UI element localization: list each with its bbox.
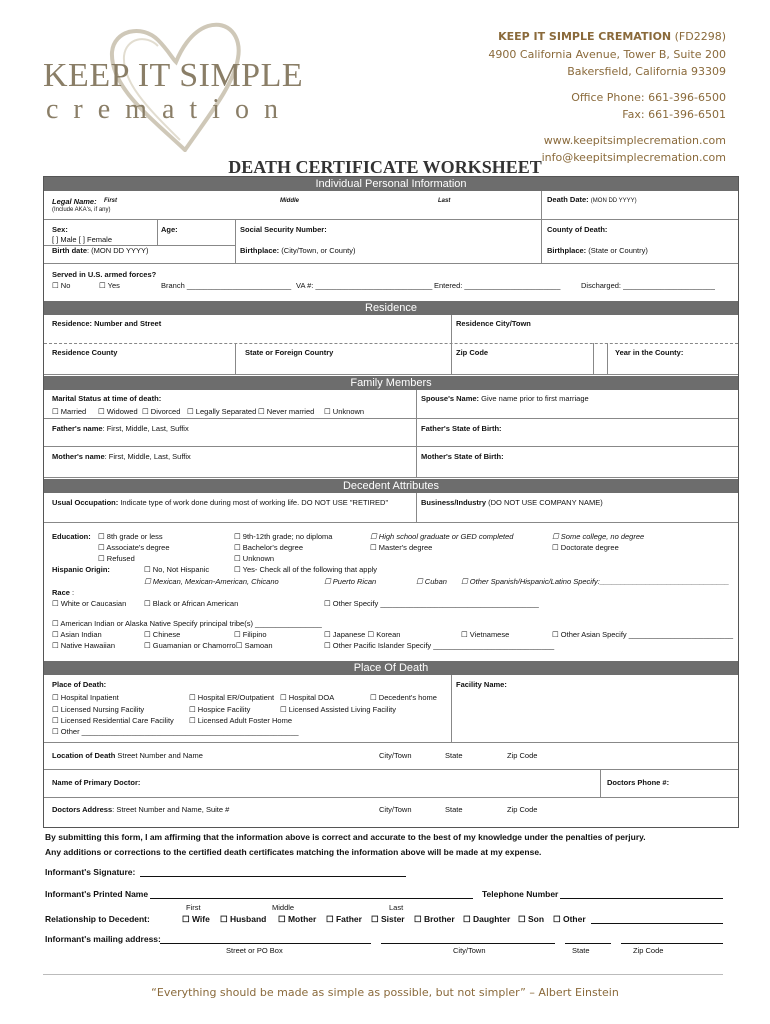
marital-never-checkbox[interactable]: ☐ Never married (258, 407, 315, 416)
mailing-street-caption: Street or PO Box (226, 946, 283, 955)
mother-name-label: Mother's name: First, Middle, Last, Suffix (52, 452, 191, 461)
race-other-asian-checkbox[interactable]: ☐ Other Asian Specify _________________________ (552, 630, 734, 639)
hispanic-mexican-checkbox[interactable]: ☐ Mexican, Mexican-American, Chicano (144, 577, 279, 586)
section-place-header: Place Of Death (44, 661, 738, 675)
doctor-address-label: Doctors Address: Street Number and Name, Suite # (52, 805, 230, 814)
place-adult-foster-checkbox[interactable]: ☐ Licensed Adult Foster Home (189, 716, 293, 725)
marital-widowed-checkbox[interactable]: ☐ Widowed (98, 407, 138, 416)
relation-father-checkbox[interactable]: ☐ Father (326, 914, 362, 924)
residence-state-label: State or Foreign Country (245, 348, 334, 357)
race-label: Race : (52, 588, 75, 597)
father-name-label: Father's name: First, Middle, Last, Suffix (52, 424, 189, 433)
marital-divorced-checkbox[interactable]: ☐ Divorced (142, 407, 181, 416)
signature-line[interactable] (140, 876, 406, 877)
informant-printed-name-label: Informant's Printed Name (45, 889, 149, 899)
edu-some-college-checkbox[interactable]: ☐ Some college, no degree (552, 532, 645, 541)
race-american-indian-checkbox[interactable]: ☐ American Indian or Alaska Native Specify principal tribe(s) ________________ (52, 619, 322, 628)
marital-status-label: Marital Status at time of death: (52, 394, 162, 403)
race-asian-indian-checkbox[interactable]: ☐ Asian Indian (52, 630, 102, 639)
edu-associate-checkbox[interactable]: ☐ Associate's degree (98, 543, 170, 552)
edu-unknown-checkbox[interactable]: ☐ Unknown (234, 554, 275, 563)
residence-city-label: Residence City/Town (456, 319, 531, 328)
birth-date-label: Birth date: (MON DD YYYY) (52, 246, 149, 255)
race-guamanian-samoan-checkbox[interactable]: ☐ Guamanian or Chamorro☐ Samoan (144, 641, 273, 650)
printed-last-caption: Last (389, 903, 404, 912)
doctor-state-label: State (445, 805, 463, 814)
sex-label: Sex: (52, 225, 68, 234)
place-of-death-label: Place of Death: (52, 680, 107, 689)
place-hospital-inpatient-checkbox[interactable]: ☐ Hospital Inpatient (52, 693, 119, 702)
race-filipino-checkbox[interactable]: ☐ Filipino (234, 630, 267, 639)
hispanic-yes-checkbox[interactable]: ☐ Yes- Check all of the following that apply (234, 565, 378, 574)
va-number-field[interactable]: VA #: ____________________________ (296, 281, 433, 290)
county-of-death-label: County of Death: (547, 225, 608, 234)
residence-street-label: Residence: Number and Street (52, 319, 162, 328)
affirmation-line1: By submitting this form, I am affirming that the information above is correct and accurate to the best of my knowledge under the penalties of perjury. (45, 832, 646, 842)
company-info (488, 28, 726, 167)
birthplace-label: Birthplace: (City/Town, or County) (240, 246, 356, 255)
company-email[interactable]: info@keepitsimplecremation.com (541, 151, 726, 164)
doctor-city-label: City/Town (379, 805, 412, 814)
death-date-label: Death Date: (MON DD YYYY) (547, 195, 637, 204)
section-personal-header: Individual Personal Information (44, 177, 738, 191)
hispanic-no-checkbox[interactable]: ☐ No, Not Hispanic (144, 565, 210, 574)
company-website[interactable]: www.keepitsimplecremation.com (543, 133, 726, 147)
doctor-phone-label: Doctors Phone #: (607, 778, 670, 787)
relation-mother-checkbox[interactable]: ☐ Mother (278, 914, 317, 924)
company-logo (40, 22, 305, 152)
relation-sister-checkbox[interactable]: ☐ Sister (371, 914, 405, 924)
place-residential-care-checkbox[interactable]: ☐ Licensed Residential Care Facility (52, 716, 174, 725)
mailing-zip-line[interactable] (621, 943, 723, 944)
printed-middle-caption: Middle (272, 903, 295, 912)
primary-doctor-label: Name of Primary Doctor: (52, 778, 141, 787)
entered-field[interactable]: Entered: _______________________ (434, 281, 561, 290)
section-family-header: Family Members (44, 376, 738, 390)
race-chinese-checkbox[interactable]: ☐ Chinese (144, 630, 181, 639)
edu-master-checkbox[interactable]: ☐ Master's degree (370, 543, 433, 552)
section-residence-header: Residence (44, 301, 738, 315)
hispanic-other-checkbox[interactable]: ☐ Other Spanish/Hispanic/Latino Specify:_______________________________ (461, 577, 730, 586)
age-label: Age: (161, 225, 178, 234)
place-nursing-checkbox[interactable]: ☐ Licensed Nursing Facility (52, 705, 145, 714)
race-japanese-korean-checkbox[interactable]: ☐ Japanese ☐ Korean (324, 630, 401, 639)
ssn-label: Social Security Number: (240, 225, 327, 234)
aka-note: (Include AKA's, if any) (52, 207, 111, 213)
footer-divider (43, 974, 723, 975)
company-license: (FD2298) (674, 30, 726, 43)
location-zip-label: Zip Code (507, 751, 538, 760)
relation-daughter-checkbox[interactable]: ☐ Daughter (463, 914, 511, 924)
mailing-address-label: Informant's mailing address: (45, 934, 161, 944)
place-home-checkbox[interactable]: ☐ Decedent's home (370, 693, 437, 702)
hispanic-origin-label: Hispanic Origin: (52, 565, 110, 574)
relation-husband-checkbox[interactable]: ☐ Husband (220, 914, 267, 924)
race-white-checkbox[interactable]: ☐ White or Caucasian (52, 599, 127, 608)
telephone-line[interactable] (560, 898, 723, 899)
spouse-name-label: Spouse's Name: Give name prior to first marriage (421, 394, 589, 403)
first-name-label: First (104, 198, 118, 204)
hispanic-puerto-rican-checkbox[interactable]: ☐ Puerto Rican (324, 577, 377, 586)
doctor-zip-label: Zip Code (507, 805, 538, 814)
telephone-label: Telephone Number (482, 889, 559, 899)
edu-hs-checkbox[interactable]: ☐ High school graduate or GED completed (370, 532, 514, 541)
relation-wife-checkbox[interactable]: ☐ Wife (182, 914, 210, 924)
company-name: KEEP IT SIMPLE CREMATION (498, 30, 672, 43)
race-vietnamese-checkbox[interactable]: ☐ Vietnamese (461, 630, 510, 639)
armed-forces-label: Served in U.S. armed forces? (52, 270, 157, 279)
relationship-label: Relationship to Decedent: (45, 914, 150, 924)
mailing-street-line[interactable] (160, 943, 371, 944)
race-black-checkbox[interactable]: ☐ Black or African American (144, 599, 239, 608)
place-hospital-er-checkbox[interactable]: ☐ Hospital ER/Outpatient (189, 693, 275, 702)
industry-label: Business/Industry (DO NOT USE COMPANY NAME) (421, 498, 603, 507)
last-name-label: Last (438, 198, 451, 204)
company-fax: Fax: 661-396-6501 (622, 108, 726, 121)
location-city-label: City/Town (379, 751, 412, 760)
page-title: DEATH CERTIFICATE WORKSHEET (228, 157, 542, 177)
mailing-city-caption: City/Town (453, 946, 486, 955)
armed-yes-checkbox[interactable]: ☐ Yes (99, 281, 120, 290)
edu-9-12-checkbox[interactable]: ☐ 9th-12th grade; no diploma (234, 532, 333, 541)
birthplace-state-label: Birthplace: (State or Country) (547, 246, 648, 255)
company-address-line2: Bakersfield, California 93309 (567, 65, 726, 78)
residence-years-label: Year in the County: (615, 348, 684, 357)
footer-quote: “Everything should be made as simple as possible, but not simpler” – Albert Einstein (151, 986, 619, 999)
edu-bachelor-checkbox[interactable]: ☐ Bachelor's degree (234, 543, 304, 552)
marital-separated-checkbox[interactable]: ☐ Legally Separated (187, 407, 257, 416)
mother-state-label: Mother's State of Birth: (421, 452, 504, 461)
informant-signature-label: Informant's Signature: (45, 867, 136, 877)
occupation-label: Usual Occupation: Indicate type of work done during most of working life. DO NOT USE "RETIRED" (52, 498, 389, 507)
mailing-zip-caption: Zip Code (633, 946, 664, 955)
location-state-label: State (445, 751, 463, 760)
location-of-death-label: Location of Death Street Number and Name (52, 751, 203, 760)
worksheet-form (43, 176, 739, 828)
printed-name-line[interactable] (150, 898, 473, 899)
mailing-city-line[interactable] (381, 943, 555, 944)
marital-unknown-checkbox[interactable]: ☐ Unknown (324, 407, 365, 416)
place-assisted-living-checkbox[interactable]: ☐ Licensed Assisted Living Facility (280, 705, 396, 714)
sex-options[interactable]: [ ] Male [ ] Female (52, 235, 113, 244)
branch-field[interactable]: Branch _________________________ (161, 281, 292, 290)
place-other-checkbox[interactable]: ☐ Other ____________________________________________________ (52, 727, 299, 736)
logo-wordmark: KEEP IT SIMPLE (43, 57, 304, 94)
company-phone: Office Phone: 661-396-6500 (571, 90, 726, 104)
residence-county-label: Residence County (52, 348, 118, 357)
place-hospice-checkbox[interactable]: ☐ Hospice Facility (189, 705, 251, 714)
middle-name-label: Middle (280, 198, 299, 204)
mailing-state-line[interactable] (565, 943, 611, 944)
facility-name-label: Facility Name: (456, 680, 507, 689)
residence-zip-label: Zip Code (456, 348, 489, 357)
edu-refused-checkbox[interactable]: ☐ Refused (98, 554, 135, 563)
education-label: Education: (52, 532, 91, 541)
hispanic-cuban-checkbox[interactable]: ☐ Cuban (416, 577, 447, 586)
race-native-hawaiian-checkbox[interactable]: ☐ Native Hawaiian (52, 641, 115, 650)
edu-8th-checkbox[interactable]: ☐ 8th grade or less (98, 532, 163, 541)
place-hospital-doa-checkbox[interactable]: ☐ Hospital DOA (280, 693, 335, 702)
father-state-label: Father's State of Birth: (421, 424, 502, 433)
relation-son-checkbox[interactable]: ☐ Son (518, 914, 545, 924)
marital-married-checkbox[interactable]: ☐ Married (52, 407, 87, 416)
company-address-line1: 4900 California Avenue, Tower B, Suite 200 (488, 47, 726, 61)
section-decedent-header: Decedent Attributes (44, 479, 738, 493)
relation-other-line[interactable] (591, 923, 723, 924)
logo-subtitle: cremation (46, 94, 293, 125)
relation-other-checkbox[interactable]: ☐ Other (553, 914, 586, 924)
relation-brother-checkbox[interactable]: ☐ Brother (414, 914, 455, 924)
edu-doctorate-checkbox[interactable]: ☐ Doctorate degree (552, 543, 619, 552)
race-other-checkbox[interactable]: ☐ Other Specify ______________________________________ (324, 599, 539, 608)
discharged-field[interactable]: Discharged: ______________________ (581, 281, 715, 290)
affirmation-line2: Any additions or corrections to the certified death certificates matching the information above will be made at my expense. (45, 847, 542, 857)
armed-no-checkbox[interactable]: ☐ No (52, 281, 71, 290)
legal-name-label: Legal Name: (52, 197, 97, 206)
printed-first-caption: First (186, 903, 201, 912)
mailing-state-caption: State (572, 946, 590, 955)
race-pacific-islander-checkbox[interactable]: ☐ Other Pacific Islander Specify _____________________________ (324, 641, 555, 650)
